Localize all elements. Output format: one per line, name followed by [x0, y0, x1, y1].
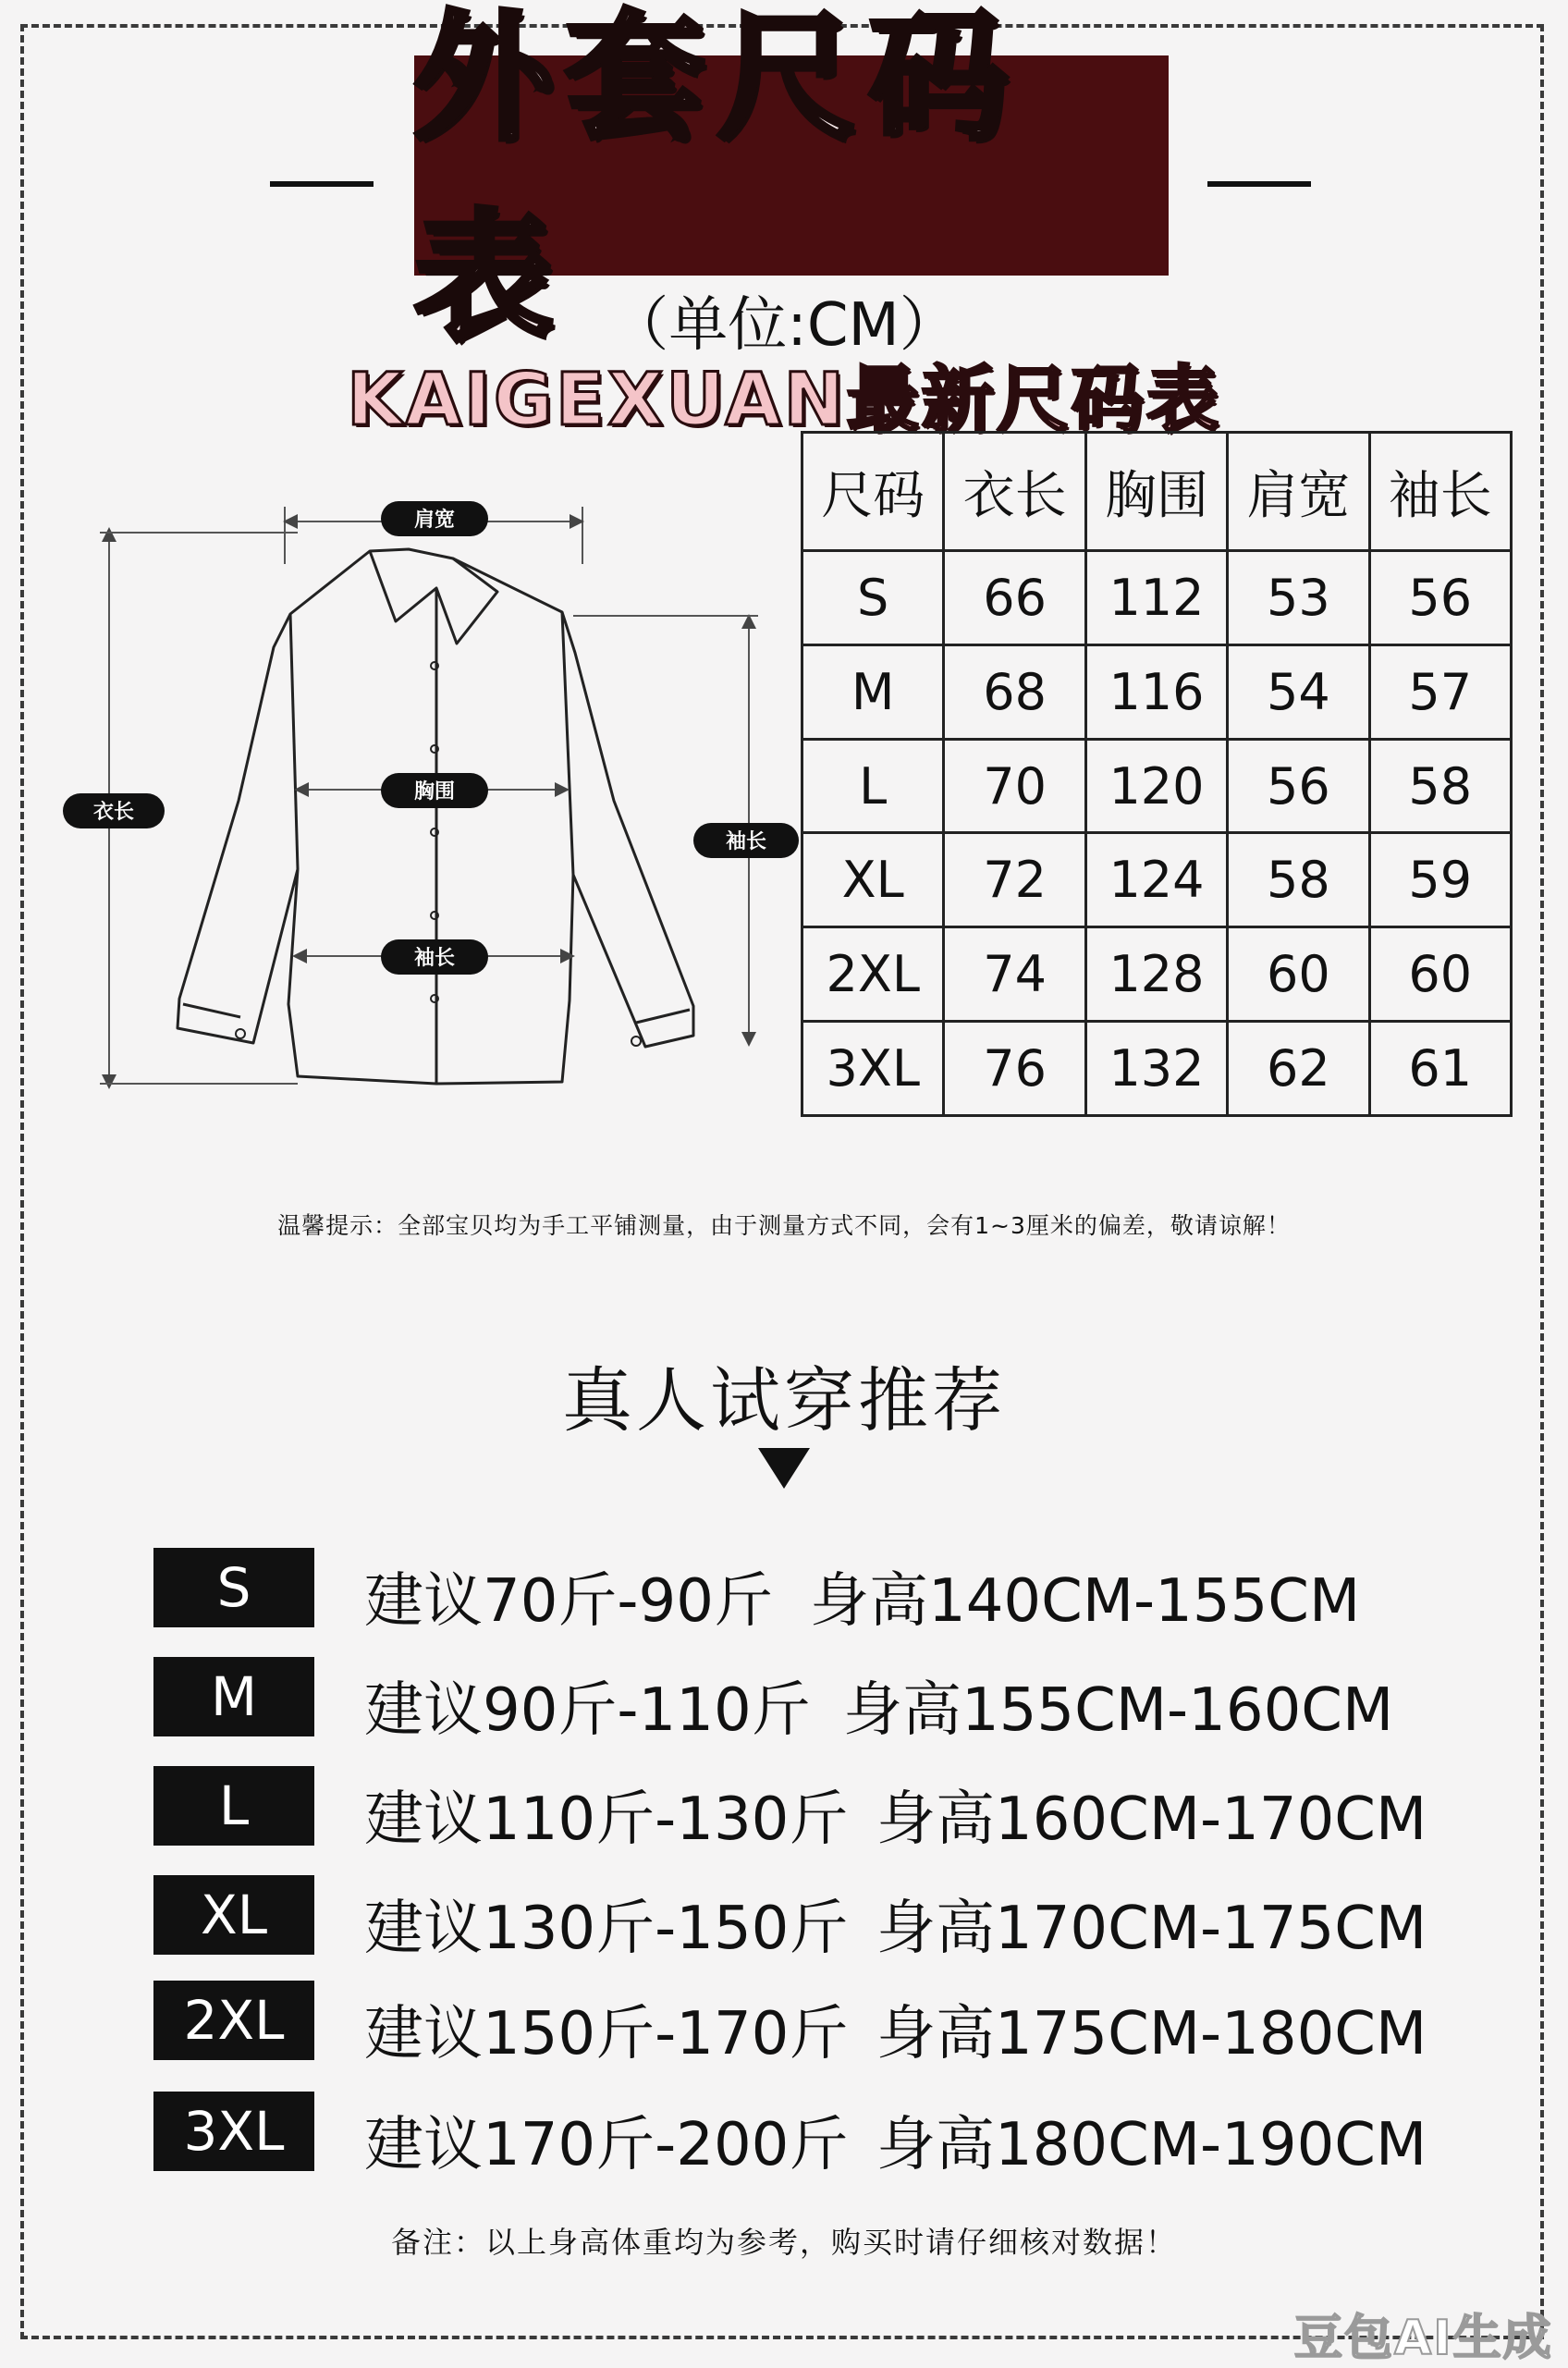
recommend-row — [153, 1766, 1466, 1854]
cell-length: 68 — [944, 644, 1085, 739]
cell-size: 3XL — [802, 1022, 944, 1116]
cell-sleeve: 60 — [1369, 927, 1511, 1022]
weight-range: 建议90斤-110斤 — [364, 1676, 811, 1745]
height-range: 身高180CM-190CM — [876, 2111, 1427, 2179]
header-sleeve: 袖长 — [1369, 433, 1511, 551]
down-triangle-icon — [758, 1448, 810, 1489]
table-row — [802, 833, 1512, 927]
unit-label: （单位:CM） — [609, 291, 959, 360]
height-range: 身高140CM-155CM — [810, 1567, 1361, 1636]
footer-note: 备注：以上身高体重均为参考，购买时请仔细核对数据！ — [390, 2225, 1177, 2260]
header-chest: 胸围 — [1085, 433, 1227, 551]
cell-shoulder: 54 — [1228, 644, 1369, 739]
recommend-row — [153, 1548, 1466, 1636]
brand-subtitle: KAIGEXUAN最新尺码表 — [347, 359, 1221, 442]
cell-shoulder: 62 — [1228, 1022, 1369, 1116]
weight-range: 建议110斤-130斤 — [364, 1785, 849, 1854]
size-badge: L — [153, 1766, 314, 1846]
jacket-outline-icon — [178, 549, 693, 1084]
cell-shoulder: 58 — [1228, 833, 1369, 927]
height-range: 身高155CM-160CM — [843, 1676, 1394, 1745]
size-badge: S — [153, 1548, 314, 1627]
cell-length: 72 — [944, 833, 1085, 927]
shoulder-pill — [381, 501, 488, 536]
watermark: 豆包AI生成 — [1294, 2311, 1553, 2366]
height-range: 身高160CM-170CM — [876, 1785, 1427, 1854]
jacket-diagram — [55, 481, 814, 1110]
cell-chest: 116 — [1085, 644, 1227, 739]
table-row — [802, 927, 1512, 1022]
weight-range: 建议170斤-200斤 — [364, 2111, 849, 2179]
title-right-dash — [1207, 181, 1311, 187]
cell-size: XL — [802, 833, 944, 927]
title-left-dash — [270, 181, 374, 187]
cell-sleeve: 58 — [1369, 739, 1511, 833]
cell-chest: 124 — [1085, 833, 1227, 927]
cell-sleeve: 59 — [1369, 833, 1511, 927]
cell-length: 66 — [944, 551, 1085, 645]
cell-sleeve: 57 — [1369, 644, 1511, 739]
height-range: 身高175CM-180CM — [876, 2000, 1427, 2068]
height-range: 身高170CM-175CM — [876, 1895, 1427, 1963]
page-title: 外套尺码表 — [414, 0, 1022, 359]
recommend-title: 真人试穿推荐 — [562, 1359, 1006, 1442]
cell-size: S — [802, 551, 944, 645]
measurement-tip: 温馨提示：全部宝贝均为手工平铺测量，由于测量方式不同，会有1~3厘米的偏差，敬请谅解！ — [277, 1212, 1291, 1239]
recommend-row — [153, 2092, 1466, 2179]
header-shoulder: 肩宽 — [1228, 433, 1369, 551]
cell-chest: 128 — [1085, 927, 1227, 1022]
cell-size: 2XL — [802, 927, 944, 1022]
size-badge: 2XL — [153, 1981, 314, 2060]
cell-chest: 132 — [1085, 1022, 1227, 1116]
cell-sleeve: 56 — [1369, 551, 1511, 645]
shoulder-label: 肩宽 — [413, 509, 456, 532]
cell-shoulder: 53 — [1228, 551, 1369, 645]
sleeve-inner-pill — [381, 939, 488, 975]
recommend-row — [153, 1981, 1466, 2068]
sleeve-inner-label: 袖长 — [413, 947, 456, 970]
length-pill — [63, 793, 165, 828]
weight-range: 建议130斤-150斤 — [364, 1895, 849, 1963]
recommend-row — [153, 1657, 1466, 1745]
size-badge: XL — [153, 1875, 314, 1955]
cell-sleeve: 61 — [1369, 1022, 1511, 1116]
cell-length: 76 — [944, 1022, 1085, 1116]
cell-size: M — [802, 644, 944, 739]
table-row — [802, 551, 1512, 645]
cell-shoulder: 56 — [1228, 739, 1369, 833]
recommend-row — [153, 1875, 1466, 1963]
size-table-header — [802, 433, 1512, 551]
table-row — [802, 739, 1512, 833]
header-length: 衣长 — [944, 433, 1085, 551]
sleeve-pill — [693, 823, 799, 858]
chest-label: 胸围 — [413, 780, 456, 804]
weight-range: 建议150斤-170斤 — [364, 2000, 849, 2068]
cell-length: 70 — [944, 739, 1085, 833]
cell-chest: 120 — [1085, 739, 1227, 833]
cell-length: 74 — [944, 927, 1085, 1022]
table-row — [802, 1022, 1512, 1116]
sleeve-label: 袖长 — [725, 830, 767, 853]
cell-size: L — [802, 739, 944, 833]
size-badge: M — [153, 1657, 314, 1736]
cell-shoulder: 60 — [1228, 927, 1369, 1022]
weight-range: 建议70斤-90斤 — [364, 1567, 773, 1636]
size-badge: 3XL — [153, 2092, 314, 2171]
table-row — [802, 644, 1512, 739]
header-size: 尺码 — [802, 433, 944, 551]
size-table — [801, 431, 1513, 1117]
length-label: 衣长 — [92, 801, 135, 824]
cell-chest: 112 — [1085, 551, 1227, 645]
chest-pill — [381, 773, 488, 808]
